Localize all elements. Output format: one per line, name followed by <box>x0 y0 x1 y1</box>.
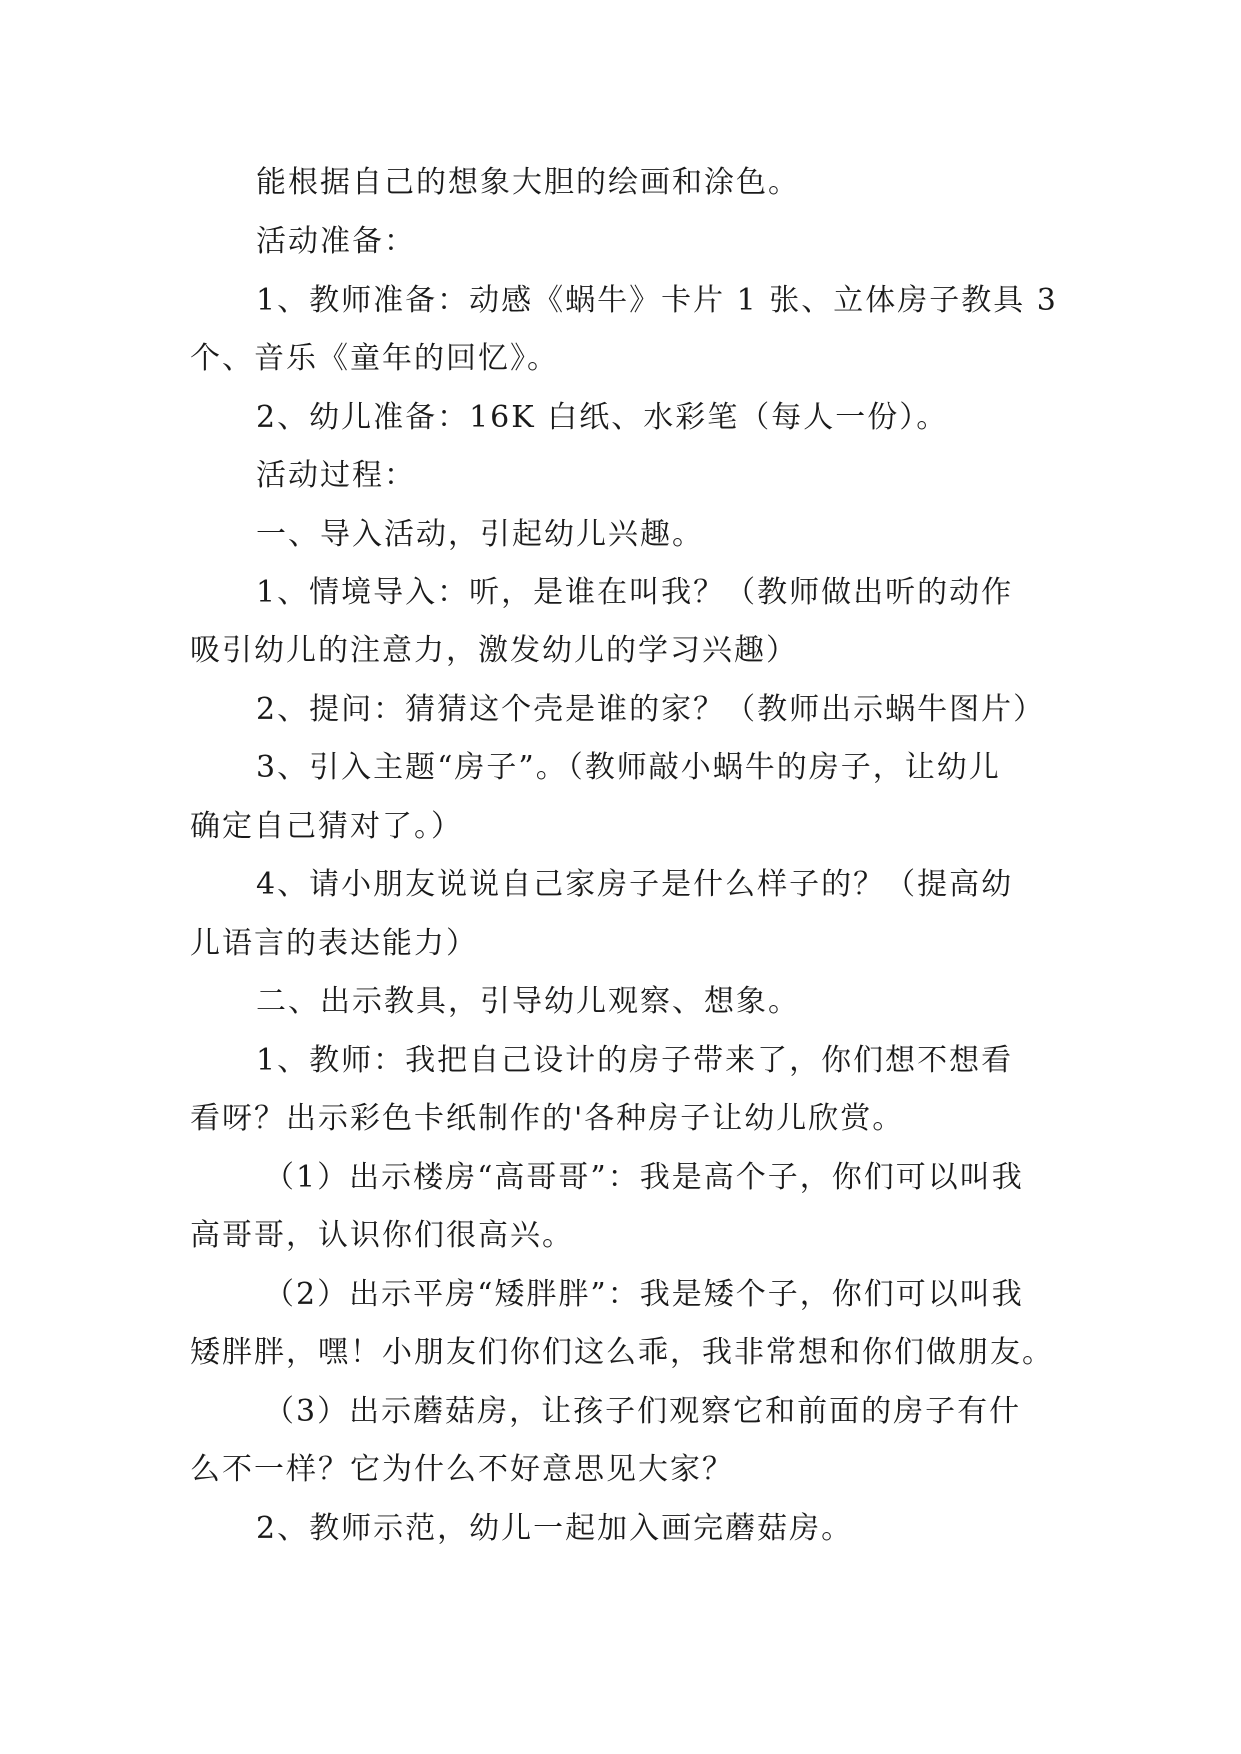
text-line: （1）出示楼房“高哥哥”：我是高个子，你们可以叫我 <box>264 1160 1024 1195</box>
text-line: 4、请小朋友说说自己家房子是什么样子的？（提高幼 <box>256 867 1014 902</box>
text-line: 2、提问：猜猜这个壳是谁的家？（教师出示蜗牛图片） <box>256 692 1046 727</box>
text-line: 1、教师准备：动感《蜗牛》卡片 1 张、立体房子教具 3 <box>256 283 1058 318</box>
text-line: 么不一样？它为什么不好意思见大家？ <box>190 1452 734 1487</box>
section-heading: 活动过程： <box>256 458 416 493</box>
text-line: 1、教师：我把自己设计的房子带来了，你们想不想看 <box>256 1043 1014 1078</box>
text-line: 看呀？出示彩色卡纸制作的'各种房子让幼儿欣赏。 <box>190 1101 905 1136</box>
text-line: （2）出示平房“矮胖胖”：我是矮个子，你们可以叫我 <box>264 1277 1024 1312</box>
text-line: 确定自己猜对了。） <box>190 809 463 844</box>
text-line: 二、出示教具，引导幼儿观察、想象。 <box>256 984 800 1019</box>
text-line: 高哥哥，认识你们很高兴。 <box>190 1218 574 1253</box>
text-line: 2、幼儿准备：16K 白纸、水彩笔（每人一份）。 <box>256 400 949 435</box>
text-line: 能根据自己的想象大胆的绘画和涂色。 <box>256 165 800 200</box>
text-line: （3）出示蘑菇房，让孩子们观察它和前面的房子有什 <box>264 1394 1022 1429</box>
text-line: 一、导入活动，引起幼儿兴趣。 <box>256 517 704 552</box>
text-line: 2、教师示范，幼儿一起加入画完蘑菇房。 <box>256 1511 854 1546</box>
text-line: 个、音乐《童年的回忆》。 <box>190 341 559 376</box>
text-line: 1、情境导入：听，是谁在叫我？（教师做出听的动作 <box>256 575 1014 610</box>
text-line: 3、引入主题“房子”。（教师敲小蜗牛的房子，让幼儿 <box>256 750 1001 785</box>
section-heading: 活动准备： <box>256 224 416 259</box>
text-line: 儿语言的表达能力） <box>190 926 478 961</box>
text-line: 吸引幼儿的注意力，激发幼儿的学习兴趣） <box>190 633 798 668</box>
text-line: 矮胖胖，嘿！小朋友们你们这么乖，我非常想和你们做朋友。 <box>190 1335 1054 1370</box>
